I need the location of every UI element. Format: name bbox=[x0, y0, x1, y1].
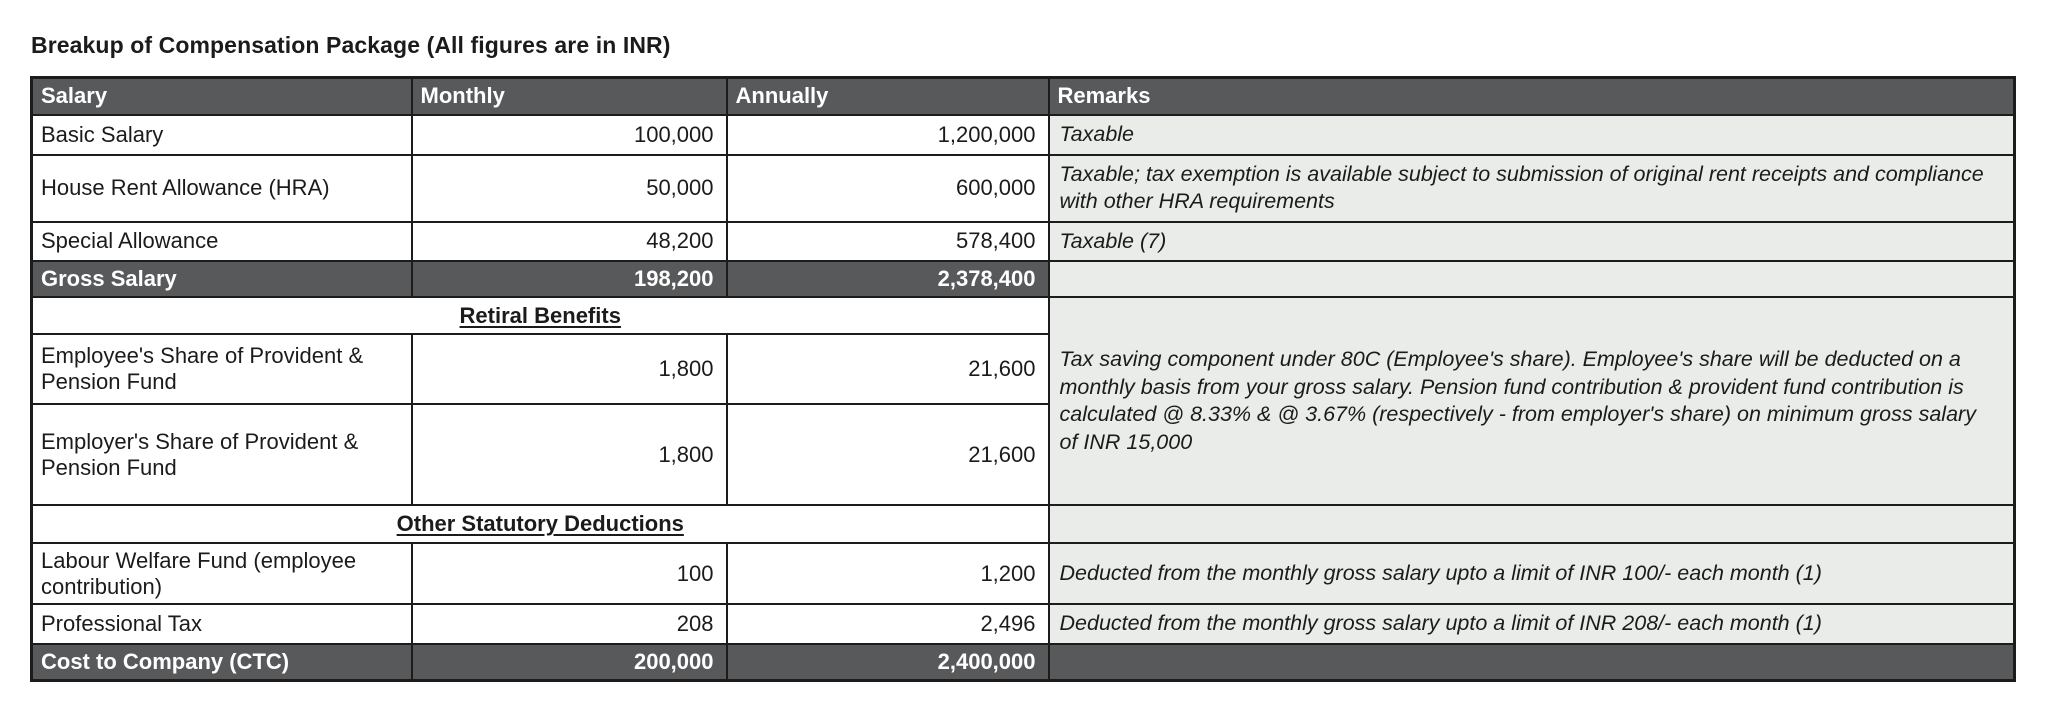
hra-monthly: 50,000 bbox=[412, 155, 727, 222]
statutory-deductions-section-row bbox=[32, 505, 2015, 543]
gross-salary-annually: 2,378,400 bbox=[727, 261, 1049, 297]
labour-welfare-fund-annually: 1,200 bbox=[727, 543, 1049, 604]
gross-salary-remarks-empty bbox=[1049, 261, 2015, 297]
basic-salary-remarks: Taxable bbox=[1049, 115, 2015, 155]
table-row bbox=[32, 604, 2015, 644]
hra-label: House Rent Allowance (HRA) bbox=[32, 155, 412, 222]
column-header-salary: Salary bbox=[32, 78, 412, 115]
compensation-table bbox=[30, 76, 2016, 682]
professional-tax-annually: 2,496 bbox=[727, 604, 1049, 644]
statutory-deductions-section-header bbox=[32, 505, 1049, 543]
statutory-deductions-section-label: Other Statutory Deductions bbox=[396, 511, 684, 537]
labour-welfare-fund-remarks: Deducted from the monthly gross salary upto a limit of INR 100/- each month (1) bbox=[1049, 543, 2015, 604]
gross-salary-label: Gross Salary bbox=[32, 261, 412, 297]
column-header-annually: Annually bbox=[727, 78, 1049, 115]
column-header-remarks: Remarks bbox=[1049, 78, 2015, 115]
retiral-benefits-section-label: Retiral Benefits bbox=[459, 302, 621, 328]
labour-welfare-fund-label: Labour Welfare Fund (employee contribution) bbox=[32, 543, 412, 604]
retiral-benefits-section-header bbox=[32, 297, 1049, 334]
basic-salary-annually: 1,200,000 bbox=[727, 115, 1049, 155]
table-row bbox=[32, 543, 2015, 604]
ctc-label: Cost to Company (CTC) bbox=[32, 644, 412, 681]
statutory-deductions-remarks-empty bbox=[1049, 505, 2015, 543]
page-title: Breakup of Compensation Package (All figures are in INR) bbox=[31, 32, 671, 58]
ctc-monthly: 200,000 bbox=[412, 644, 727, 681]
employee-pf-annually: 21,600 bbox=[727, 334, 1049, 404]
employer-pf-label: Employer's Share of Provident & Pension Fund bbox=[32, 404, 412, 505]
table-row bbox=[32, 222, 2015, 262]
retiral-benefits-remarks: Tax saving component under 80C (Employee's share). Employee's share will be deducted on a monthly basis from your gross salary. Pension fund contribution & provident fund contribution is calculated @ 8.33% & @ 3.67% (respectively - from employer's share) on minimum gross salary of INR 15,000 bbox=[1049, 297, 2015, 505]
ctc-row bbox=[32, 644, 2015, 681]
labour-welfare-fund-monthly: 100 bbox=[412, 543, 727, 604]
retiral-benefits-section-row bbox=[32, 297, 2015, 334]
ctc-annually: 2,400,000 bbox=[727, 644, 1049, 681]
employer-pf-annually: 21,600 bbox=[727, 404, 1049, 505]
special-allowance-remarks: Taxable (7) bbox=[1049, 222, 2015, 262]
gross-salary-row bbox=[32, 261, 2015, 297]
special-allowance-annually: 578,400 bbox=[727, 222, 1049, 262]
gross-salary-monthly: 198,200 bbox=[412, 261, 727, 297]
employee-pf-monthly: 1,800 bbox=[412, 334, 727, 404]
table-row bbox=[32, 115, 2015, 155]
special-allowance-label: Special Allowance bbox=[32, 222, 412, 262]
employee-pf-label: Employee's Share of Provident & Pension Fund bbox=[32, 334, 412, 404]
column-header-monthly: Monthly bbox=[412, 78, 727, 115]
professional-tax-remarks: Deducted from the monthly gross salary upto a limit of INR 208/- each month (1) bbox=[1049, 604, 2015, 644]
special-allowance-monthly: 48,200 bbox=[412, 222, 727, 262]
professional-tax-monthly: 208 bbox=[412, 604, 727, 644]
employer-pf-monthly: 1,800 bbox=[412, 404, 727, 505]
basic-salary-label: Basic Salary bbox=[32, 115, 412, 155]
ctc-remarks-empty bbox=[1049, 644, 2015, 681]
table-row bbox=[32, 155, 2015, 222]
hra-remarks: Taxable; tax exemption is available subject to submission of original rent receipts and compliance with other HRA requirements bbox=[1049, 155, 2015, 222]
hra-annually: 600,000 bbox=[727, 155, 1049, 222]
table-header-row bbox=[32, 78, 2015, 115]
professional-tax-label: Professional Tax bbox=[32, 604, 412, 644]
basic-salary-monthly: 100,000 bbox=[412, 115, 727, 155]
